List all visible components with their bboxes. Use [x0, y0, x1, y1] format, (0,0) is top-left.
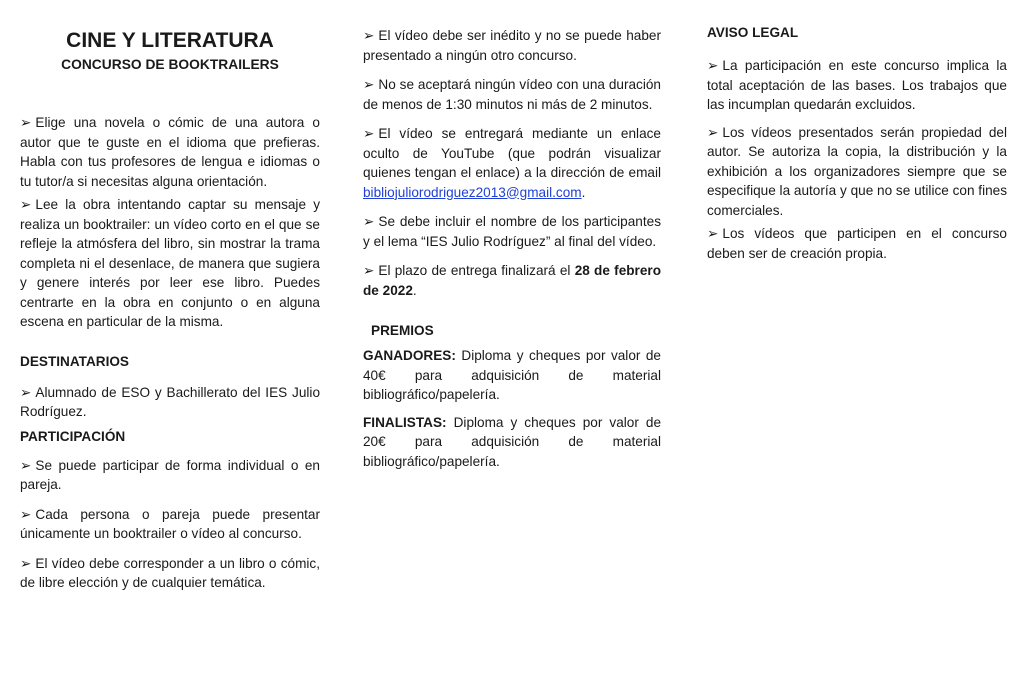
finalistas-prize: FINALISTAS: Diploma y cheques por valor de 20€ para adquisición de material bibliográfico/papelería.: [363, 414, 662, 469]
right-column: [707, 0, 1007, 263]
finalistas-label: FINALISTAS:: [363, 414, 447, 430]
bullet-arrow-icon: ➢: [363, 77, 375, 92]
bullet-arrow-icon: ➢: [363, 263, 375, 278]
bullet-arrow-icon: ➢: [20, 197, 32, 212]
aviso-legal-heading: AVISO LEGAL: [707, 25, 799, 40]
participacion-item-2: ➢ Cada persona o pareja puede presentar únicamente un booktrailer o vídeo al concurso.: [20, 506, 320, 541]
bullet-arrow-icon: ➢: [20, 457, 32, 473]
left-column: [20, 0, 320, 593]
bullet-arrow-icon: ➢: [20, 384, 32, 400]
bullet-arrow-icon: ➢: [707, 58, 719, 73]
aviso-item-3: ➢ Los vídeos que participen en el concurso deben ser de creación propia.: [707, 226, 1007, 261]
rule-2: ➢ No se aceptará ningún vídeo con una duración de menos de 1:30 minutos ni más de 2 minutos.: [363, 77, 661, 112]
bullet-arrow-icon: ➢: [20, 555, 32, 571]
bullet-arrow-icon: ➢: [20, 506, 32, 522]
rule-5: ➢ El plazo de entrega finalizará el 28 de febrero de 2022.: [363, 263, 662, 298]
bullet-arrow-icon: ➢: [363, 214, 375, 229]
intro-paragraph-2: ➢ Lee la obra intentando captar su mensaje y realiza un booktrailer: un vídeo corto en el que se refleje la atmósfera del libro, sin mostrar la trama completa ni el desenlace, de manera que sugiera y genere interés por leer ese libro. Puedes centrarte en la obra en conjunto o en alguna escena en particular de la misma.: [20, 197, 320, 329]
page-subtitle: CONCURSO DE BOOKTRAILERS: [61, 57, 279, 72]
rule-4: ➢ Se debe incluir el nombre de los participantes y el lema “IES Julio Rodríguez” al final del vídeo.: [363, 214, 661, 249]
page-title: CINE Y LITERATURA: [66, 29, 274, 52]
bullet-arrow-icon: ➢: [20, 115, 32, 130]
ganadores-prize: GANADORES: Diploma y cheques por valor de 40€ para adquisición de material bibliográfico/papelería.: [363, 348, 661, 402]
aviso-item-2: ➢ Los vídeos presentados serán propiedad del autor. Se autoriza la copia, la distribución y la exhibición a los organizadores siempre que se especifique la autoría y que no se utilice con fines comerciales.: [707, 124, 1008, 218]
ganadores-label: GANADORES:: [363, 348, 456, 363]
middle-column: [363, 0, 661, 471]
aviso-item-1: ➢ La participación en este concurso implica la total aceptación de las bases. Los trabajos que las incumplan quedarán excluidos.: [707, 58, 1007, 112]
bullet-arrow-icon: ➢: [363, 126, 375, 141]
rule-3: ➢ El vídeo se entregará mediante un enlace oculto de YouTube (que podrán visualizar quienes tengan el enlace) a la dirección de email bibliojuliorodriguez2013@gmail.com.: [363, 126, 661, 200]
participacion-item-3: ➢ El vídeo debe corresponder a un libro o cómic, de libre elección y de cualquier temática.: [20, 555, 320, 590]
rule-1: ➢ El vídeo debe ser inédito y no se puede haber presentado a ningún otro concurso.: [363, 28, 661, 63]
intro-paragraph-1: ➢ Elige una novela o cómic de una autora o autor que te guste en el idioma que prefieras. Habla con tus profesores de lengua e idiomas o tu tutor/a si necesitas alguna orientación.: [20, 115, 320, 189]
destinatarios-heading: DESTINATARIOS: [20, 353, 130, 369]
premios-heading: PREMIOS: [371, 323, 434, 338]
bullet-arrow-icon: ➢: [707, 124, 719, 140]
bullet-arrow-icon: ➢: [707, 226, 719, 241]
destinatarios-item: ➢ Alumnado de ESO y Bachillerato del IES Julio Rodríguez.: [20, 384, 320, 419]
bullet-arrow-icon: ➢: [363, 28, 375, 43]
email-link[interactable]: bibliojuliorodriguez2013@gmail.com: [363, 184, 582, 200]
deadline-date: 28 de febrero de 2022: [363, 263, 662, 298]
participacion-item-1: ➢ Se puede participar de forma individual o en pareja.: [20, 457, 320, 492]
participacion-heading: PARTICIPACIÓN: [20, 428, 126, 444]
